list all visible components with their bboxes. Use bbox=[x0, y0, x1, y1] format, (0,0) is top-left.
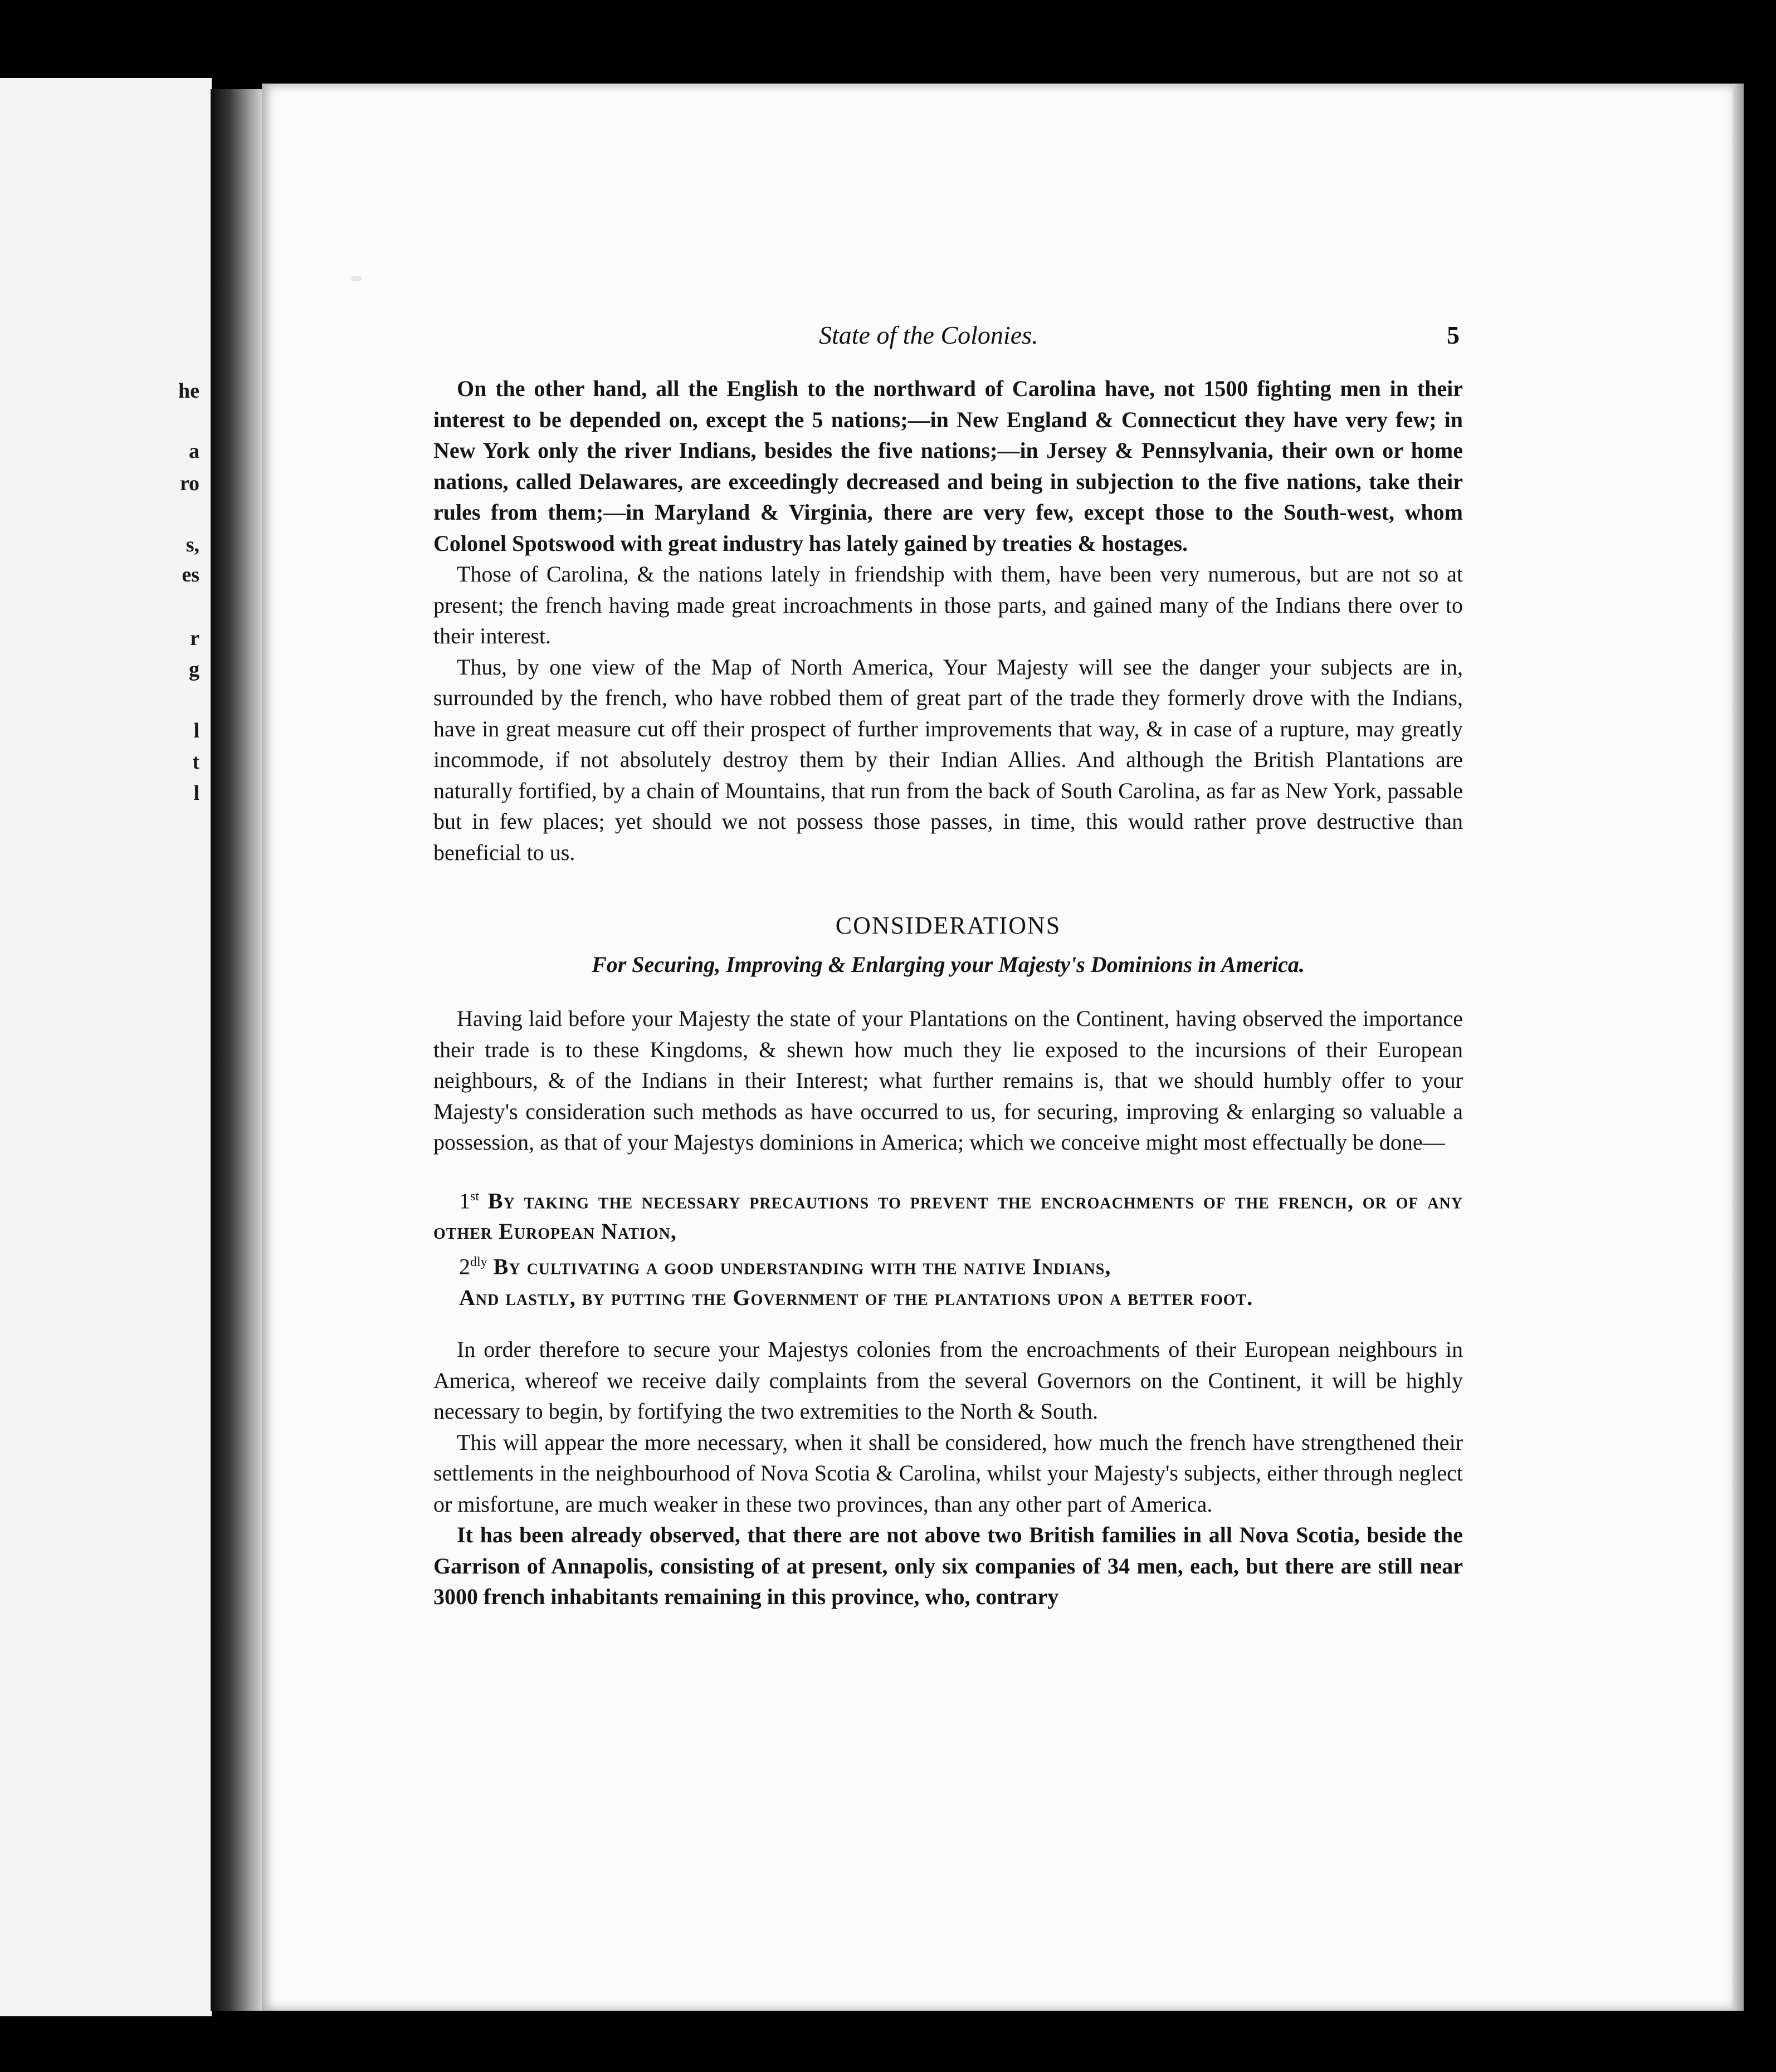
paragraph: It has been already observed, that there are not above two British families in all Nova Scotia, beside the Garrison of Annapolis, consisting of at present, only six companies of 34 men, each, but there are still near 3000 french inhabitants remaining in this province, who, contrary bbox=[433, 1522, 1463, 1610]
facing-page bbox=[0, 78, 212, 2016]
fragment: ro bbox=[179, 472, 199, 495]
running-head bbox=[819, 320, 1460, 354]
fragment: he bbox=[178, 379, 199, 403]
numbered-list bbox=[433, 1181, 1463, 1313]
paragraph: Having laid before your Majesty the state of your Plantations on the Continent, having observed the importance their trade is to these Kingdoms, & shewn how much they lie exposed to the incursions of their European neighbours, & of the Indians in their Interest; what further remains is, that we should humbly offer to your Majesty's consideration such methods as have occurred to us, for securing, improving & enlarging so valuable a possession, as that of your Majestys dominions in America; which we conceive might most effectually be done— bbox=[433, 1006, 1463, 1155]
section-heading: CONSIDERATIONS bbox=[835, 912, 1061, 939]
paragraph: Those of Carolina, & the nations lately in friendship with them, have been very numerous, but are not so at present; the french having made great incroachments in those parts, and gained many of the Indians there over to their interest. bbox=[433, 561, 1463, 648]
page-body bbox=[433, 373, 1463, 1612]
binding-gutter bbox=[211, 89, 266, 2011]
fragment: l bbox=[193, 781, 199, 805]
list-marker-sup: dly bbox=[470, 1254, 487, 1269]
fragment: es bbox=[182, 563, 199, 587]
list-marker-sup: st bbox=[470, 1189, 480, 1204]
fragment: a bbox=[189, 439, 199, 463]
page-number: 5 bbox=[1447, 321, 1460, 349]
fragment: s, bbox=[186, 533, 199, 556]
list-marker: 2 bbox=[459, 1254, 470, 1279]
fragment: r bbox=[190, 627, 199, 650]
list-item bbox=[433, 1181, 1463, 1247]
page-edge bbox=[1733, 84, 1744, 2011]
paragraph: Thus, by one view of the Map of North America, Your Majesty will see the danger your subjects are in, surrounded by the french, who have robbed them of great part of the trade they formerly drove with the Indians, have in great measure cut off their prospect of further improvements that way, & in case of a rupture, may greatly incommode, if not absolutely destroy them by their Indian Allies. And although the British Plantations are naturally fortified, by a chain of Mountains, that run from the back of South Carolina, as far as New York, passable but in few places; yet should we not possess those passes, in time, this would rather prove destructive than beneficial to us. bbox=[433, 654, 1463, 865]
facing-page-text-fragments bbox=[0, 78, 212, 2016]
list-item-text: By cultivating a good understanding with the native Indians, bbox=[487, 1254, 1111, 1279]
fragment: g bbox=[189, 658, 199, 681]
fragment: l bbox=[193, 719, 199, 742]
paragraph: On the other hand, all the English to the northward of Carolina have, not 1500 fighting men in their interest to be depended on, except the 5 nations;—in New England & Connecticut they have very few; in New York only the river Indians, besides the five nations;—in Jersey & Pennsylvania, their own or home nations, called Delawares, are exceedingly decreased and being in subjection to the five nations, take their rules from them;—in Maryland & Virginia, there are very few, except those to the South-west, whom Colonel Spotswood with great industry has lately gained by treaties & hostages. bbox=[433, 376, 1463, 556]
section-subheading: For Securing, Improving & Enlarging your Majesty's Dominions in America. bbox=[592, 951, 1305, 977]
paper-speck bbox=[351, 276, 362, 281]
list-item-text: And lastly, by putting the Government of the plantations upon a better foot. bbox=[459, 1284, 1253, 1310]
list-item-text: By taking the necessary precautions to prevent the encroachments of the french, or of any other European Nation, bbox=[433, 1188, 1463, 1244]
paragraph: This will appear the more necessary, when it shall be considered, how much the french have strengthened their settlements in the neighbourhood of Nova Scotia & Carolina, whilst your Majesty's subjects, either through neglect or misfortune, are much weaker in these two provinces, than any other part of America. bbox=[433, 1429, 1463, 1517]
list-item bbox=[433, 1247, 1463, 1282]
list-item bbox=[433, 1282, 1463, 1313]
paragraph: In order therefore to secure your Majestys colonies from the encroachments of their European neighbours in America, whereof we receive daily complaints from the several Governors on the Continent, it will be highly necessary to begin, by fortifying the two extremities to the North & South. bbox=[433, 1337, 1463, 1424]
list-marker: 1 bbox=[459, 1188, 470, 1213]
running-head-title: State of the Colonies. bbox=[819, 321, 1038, 349]
fragment: t bbox=[192, 750, 199, 774]
